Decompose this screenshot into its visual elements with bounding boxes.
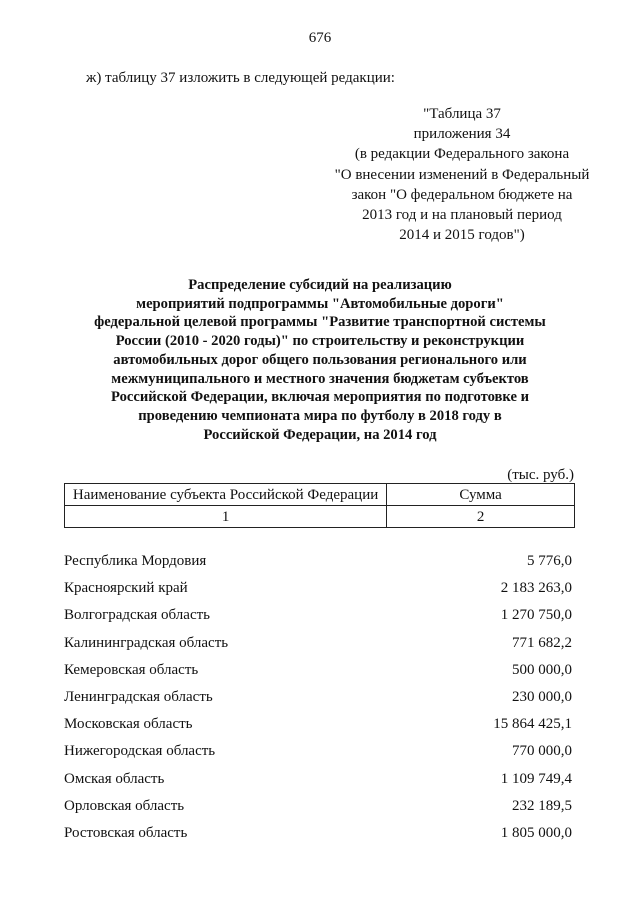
title-line: проведению чемпионата мира по футболу в 2018 году в	[138, 407, 502, 424]
region-name: Московская область	[64, 716, 193, 733]
table-row	[64, 605, 572, 632]
table-row	[64, 578, 572, 605]
appendix-line: (в редакции Федерального закона	[354, 146, 570, 163]
region-name: Ростовская область	[64, 824, 188, 841]
intro-text: ж) таблицу 37 изложить в следующей редакции:	[86, 70, 395, 86]
title-line: федеральной целевой программы "Развитие транспортной системы	[94, 314, 546, 331]
appendix-line: "О внесении изменений в Федеральный	[334, 166, 590, 183]
region-name: Орловская область	[64, 797, 185, 814]
region-name: Калининградская область	[64, 634, 229, 651]
appendix-line: 2013 год и на плановый период	[362, 207, 562, 224]
title-line: межмуниципального и местного значения бюджетам субъектов	[111, 370, 529, 387]
table-row	[64, 769, 572, 796]
table-row	[64, 551, 572, 578]
header-row	[65, 484, 575, 506]
document-title	[60, 276, 580, 444]
title-line: Распределение субсидий на реализацию	[188, 277, 452, 293]
table-body	[64, 551, 572, 850]
table-row	[64, 823, 572, 850]
title-line: мероприятий подпрограммы "Автомобильные дороги"	[136, 295, 504, 312]
amount-value: 770 000,0	[512, 743, 572, 760]
title-line: автомобильных дорог общего пользования регионального или	[113, 351, 527, 368]
column-number-row	[65, 506, 575, 528]
appendix-line: приложения 34	[413, 126, 511, 143]
column-number-2: 2	[387, 506, 575, 528]
region-name: Ленинградская область	[64, 688, 213, 705]
table-header	[64, 483, 575, 528]
units-label: (тыс. руб.)	[507, 467, 574, 483]
title-line: Российской Федерации, включая мероприятия по подготовке и	[111, 389, 529, 406]
appendix-line: 2014 и 2015 годов")	[399, 227, 525, 244]
table-row	[64, 796, 572, 823]
column-number-1: 1	[65, 506, 387, 528]
amount-value: 1 805 000,0	[500, 824, 572, 841]
header-region-name: Наименование субъекта Российской Федерации	[65, 484, 387, 506]
amount-value: 500 000,0	[512, 661, 572, 678]
region-name: Омская область	[64, 770, 165, 787]
table-row	[64, 741, 572, 768]
amount-value: 2 183 263,0	[500, 580, 572, 597]
appendix-line: закон "О федеральном бюджете на	[351, 186, 573, 203]
amount-value: 771 682,2	[512, 634, 572, 651]
amount-value: 230 000,0	[512, 688, 572, 705]
region-name: Республика Мордовия	[64, 553, 207, 569]
table-row	[64, 633, 572, 660]
region-name: Красноярский край	[64, 580, 188, 597]
table-row	[64, 714, 572, 741]
page-number: 676	[308, 30, 332, 46]
region-name: Кемеровская область	[64, 661, 199, 678]
title-line: Российской Федерации, на 2014 год	[203, 426, 437, 443]
amount-value: 1 270 750,0	[500, 607, 572, 624]
title-line: России (2010 - 2020 годы)" по строительству и реконструкции	[115, 333, 525, 350]
table-row	[64, 687, 572, 714]
amount-value: 15 864 425,1	[493, 716, 572, 733]
amount-value: 5 776,0	[527, 553, 572, 569]
amount-value: 1 109 749,4	[500, 770, 572, 787]
appendix-reference	[330, 104, 594, 245]
region-name: Нижегородская область	[64, 743, 216, 760]
appendix-line: "Таблица 37	[423, 106, 501, 122]
table-row	[64, 660, 572, 687]
amount-value: 232 189,5	[512, 797, 572, 814]
header-amount: Сумма	[387, 484, 575, 506]
region-name: Волгоградская область	[64, 607, 210, 624]
